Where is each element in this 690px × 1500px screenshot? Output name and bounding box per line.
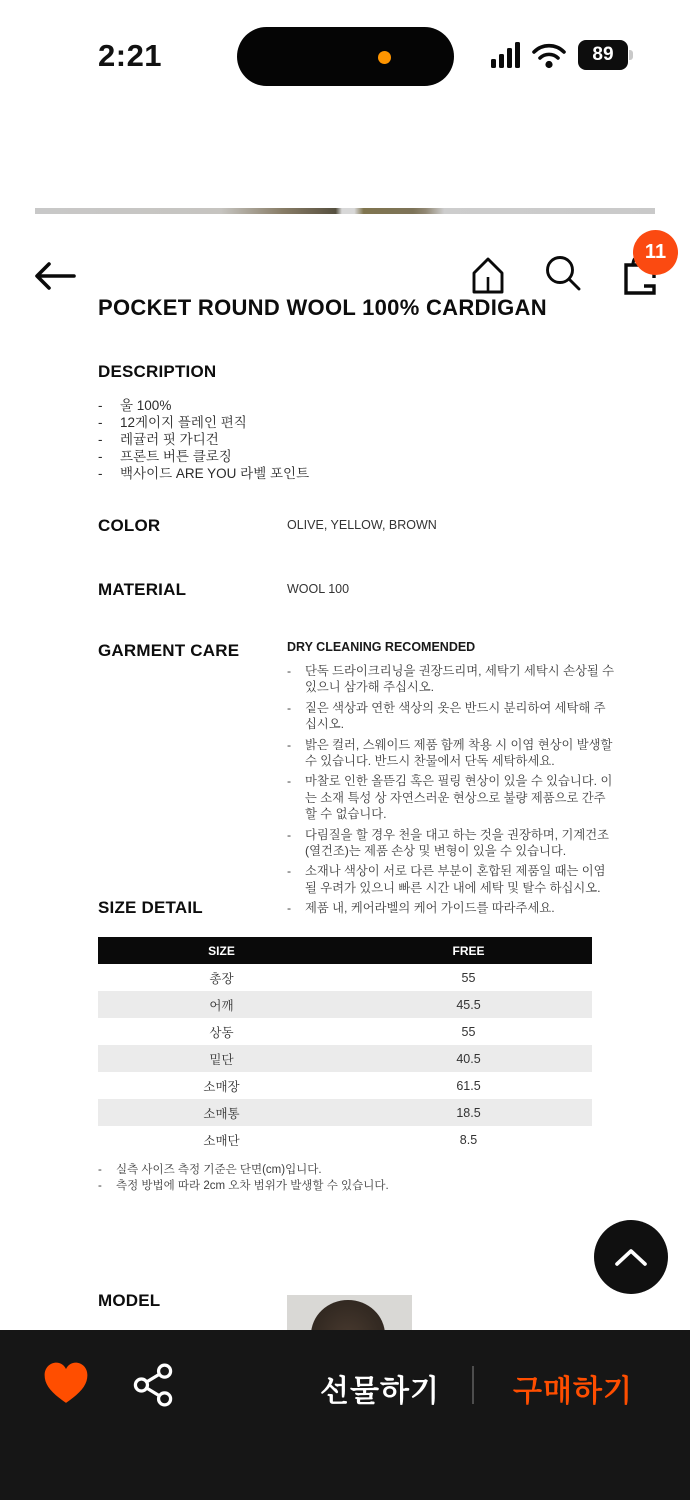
share-icon [133,1363,173,1407]
measure-value: 61.5 [456,1078,481,1093]
material-value: WOOL 100 [287,582,350,596]
material-heading: MATERIAL [98,580,187,599]
gift-button[interactable]: 선물하기 [320,1375,440,1408]
bullet-dash: - [287,827,292,842]
nav-actions [466,241,667,298]
garment-care-item [287,663,617,696]
product-title: POCKET ROUND WOOL 100% CARDIGAN [98,295,547,320]
size-note-text: 측정 방법에 따라 2cm 오차 범위가 발생할 수 있습니다. [116,1180,389,1192]
bullet-dash: - [287,664,292,678]
size-detail-heading: SIZE DETAIL [98,898,203,917]
measure-name: 상동 [209,1025,234,1040]
battery-percent: 89 [592,44,614,65]
size-table-body [98,964,592,1153]
garment-care-item-text: 단독 드라이크리닝을 권장드리며, 세탁기 세탁시 손상될 수 있으니 삼가해 주십시오. [305,664,615,695]
measure-name: 어깨 [209,998,234,1013]
bullet-dash: - [287,774,292,789]
buy-button[interactable]: 구매하기 [513,1375,633,1408]
model-photo-figure [311,1300,385,1331]
garment-care-intro: DRY CLEANING RECOMENDED [287,640,476,654]
back-button[interactable] [30,256,80,296]
scroll-to-top-button[interactable] [594,1220,668,1294]
garment-care-item-text: 마찰로 인한 올뜯김 혹은 필링 현상이 있을 수 있습니다. 이는 소재 특성 상 자연스러운 현상으로 불량 제품으로 간주할 수 없습니다. [305,774,613,822]
description-heading: DESCRIPTION [98,362,217,381]
camera-indicator-dot [378,51,391,64]
garment-care-item [287,827,617,860]
size-notes [98,1162,592,1194]
garment-care-item [287,700,617,733]
description-list [98,397,598,482]
size-note [98,1178,592,1194]
measure-name: 소매단 [203,1133,240,1148]
chevron-up-icon [612,1245,650,1269]
home-icon [470,253,506,295]
description-item-text: 프론트 버튼 클로징 [120,449,232,464]
description-item [98,397,598,414]
bullet-dash: - [98,398,103,413]
bullet-dash: - [98,466,103,481]
bottom-action-bar [0,1330,690,1500]
description-item-text: 울 100% [120,398,172,413]
wishlist-button[interactable] [42,1360,90,1406]
measure-value: 55 [461,970,476,985]
garment-care-item-text: 제품 내, 케어라벨의 케어 가이드를 따라주세요. [305,901,555,916]
garment-care-item-text: 짙은 색상과 연한 색상의 옷은 반드시 분리하여 세탁해 주십시오. [305,700,606,732]
measure-name: 총장 [209,971,234,986]
free-column-header: FREE [452,943,485,958]
cart-badge: 11 [633,230,678,275]
size-table-row [98,1018,592,1045]
bullet-dash: - [98,1164,102,1176]
description-item-text: 레귤러 핏 가디건 [120,432,219,447]
measure-name: 밑단 [209,1052,234,1067]
description-item [98,414,598,431]
bullet-dash: - [287,737,292,752]
size-table-row [98,1072,592,1099]
size-table-header [98,937,592,964]
color-heading: COLOR [98,516,161,535]
description-item-text: 백사이드 ARE YOU 라벨 포인트 [120,466,310,481]
home-button[interactable] [466,250,510,298]
bullet-dash: - [98,415,103,430]
cellular-signal-icon [491,42,520,68]
size-table-row [98,991,592,1018]
garment-care-section [287,640,617,921]
description-item-text: 12게이지 플레인 편직 [120,415,247,430]
size-note [98,1162,592,1178]
search-button[interactable] [542,250,586,298]
garment-care-item [287,773,617,822]
bullet-dash: - [287,864,292,879]
size-table-row [98,1045,592,1072]
garment-care-heading: GARMENT CARE [98,641,240,660]
share-button[interactable] [133,1363,173,1407]
measure-name: 소매통 [203,1106,240,1121]
bottom-bar-divider [472,1366,474,1404]
measure-value: 40.5 [456,1051,481,1066]
back-arrow-icon [30,256,80,296]
description-item [98,465,598,482]
bullet-dash: - [98,1180,102,1192]
nav-bar [0,118,690,263]
size-detail-section [98,898,592,1194]
measure-value: 55 [461,1024,476,1039]
garment-care-list [287,663,617,917]
bullet-dash: - [287,901,292,916]
model-heading: MODEL [98,1291,161,1310]
garment-care-item [287,737,617,770]
description-section [98,362,598,482]
battery-icon [578,40,628,70]
heart-icon [42,1360,90,1406]
garment-care-item-text: 소재나 색상이 서로 다른 부분이 혼합된 제품일 때는 이염될 우려가 있으니 빠른 시간 내에 세탁 및 탈수 하십시오. [305,864,606,895]
measure-value: 18.5 [456,1105,481,1120]
bullet-dash: - [98,449,103,464]
garment-care-item [287,863,617,896]
size-table-row [98,1099,592,1126]
product-image-edge [35,208,655,214]
status-bar-right [491,40,628,70]
size-column-header: SIZE [208,943,235,958]
size-note-text: 실측 사이즈 측정 기준은 단면(cm)입니다. [116,1164,322,1176]
bullet-dash: - [287,700,292,715]
description-item [98,448,598,465]
measure-value: 45.5 [456,997,481,1012]
bullet-dash: - [98,432,103,447]
garment-care-item-text: 밝은 컬러, 스웨이드 제품 함께 착용 시 이염 현상이 발생할 수 있습니다. 반드시 찬물에서 단독 세탁하세요. [305,737,613,769]
model-photo [287,1295,412,1331]
size-table-row [98,964,592,991]
measure-value: 8.5 [459,1132,478,1147]
size-table-row [98,1126,592,1153]
wifi-icon [531,41,567,69]
battery-tip [629,50,633,60]
clock: 2:21 [98,38,163,73]
description-item [98,431,598,448]
garment-care-item-text: 다림질을 할 경우 천을 대고 하는 것을 권장하며, 기계건조(열건조)는 제품 손상 및 변형이 있을 수 있습니다. [305,827,609,859]
dynamic-island [237,27,454,86]
size-table [98,937,592,1153]
status-bar [0,0,690,110]
measure-name: 소매장 [203,1079,240,1094]
color-value: OLIVE, YELLOW, BROWN [287,518,437,532]
search-icon [544,253,584,295]
cart-button[interactable] [618,241,667,298]
